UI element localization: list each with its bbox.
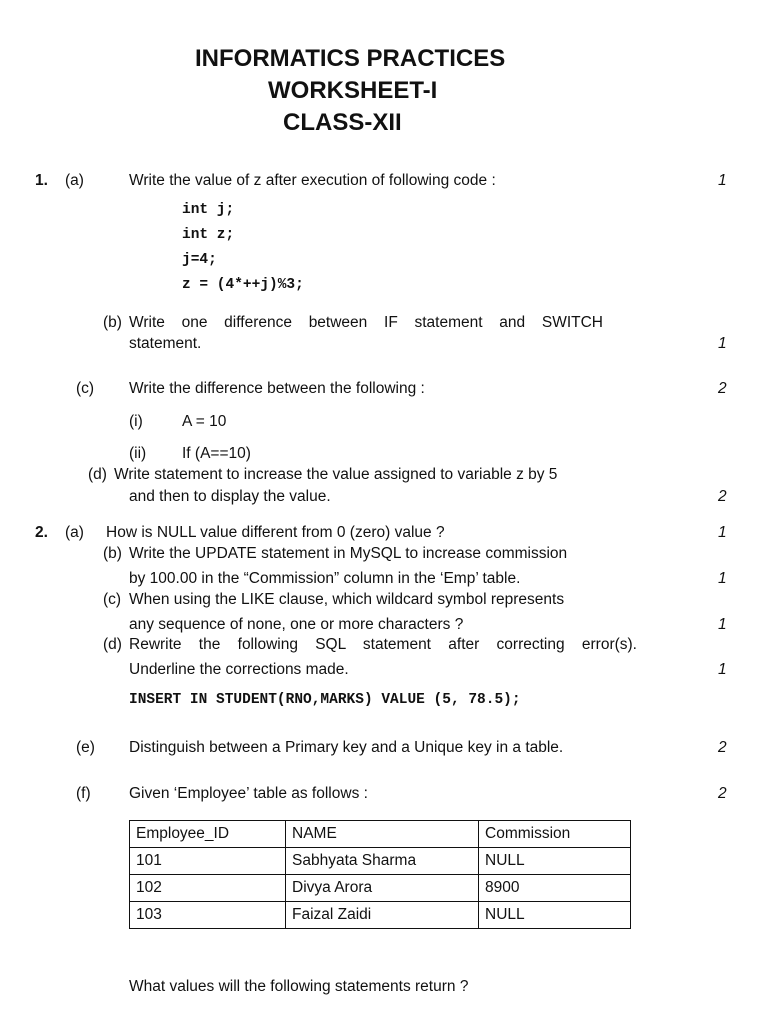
table-cell: 103 bbox=[130, 902, 286, 929]
table-cell: Divya Arora bbox=[286, 875, 479, 902]
q2e-text: Distinguish between a Primary key and a Unique key in a table. bbox=[129, 739, 564, 756]
q1a-code-line-1: int j; bbox=[182, 202, 235, 218]
q2b-marks: 1 bbox=[718, 570, 727, 587]
table-header-row bbox=[130, 821, 631, 848]
q2a-label: (a) bbox=[65, 524, 84, 541]
q1c-marks: 2 bbox=[718, 380, 727, 397]
q1a-code-line-3: j=4; bbox=[182, 252, 217, 268]
table-cell: 8900 bbox=[479, 875, 631, 902]
q2d-label: (d) bbox=[103, 636, 122, 653]
q2b-text-line-1: Write the UPDATE statement in MySQL to increase commission bbox=[129, 545, 568, 562]
q1d-text-line-1: Write statement to increase the value assigned to variable z by 5 bbox=[114, 466, 558, 483]
q2f-marks: 2 bbox=[718, 785, 727, 802]
q1d-text-line-2: and then to display the value. bbox=[129, 488, 331, 505]
table-cell: 101 bbox=[130, 848, 286, 875]
question-2-number: 2. bbox=[35, 524, 48, 541]
q1b-text-line-1: Write one difference between IF statement and SWITCH bbox=[129, 314, 603, 331]
q2f-followup-question: What values will the following statements return ? bbox=[129, 978, 469, 995]
q2f-label: (f) bbox=[76, 785, 91, 802]
q1c-ii-label: (ii) bbox=[129, 445, 147, 462]
q1b-text-line-2: statement. bbox=[129, 335, 202, 352]
q2e-marks: 2 bbox=[718, 739, 727, 756]
table-row bbox=[130, 902, 631, 929]
table-row bbox=[130, 848, 631, 875]
q2d-text-line-2: Underline the corrections made. bbox=[129, 661, 349, 678]
q2b-label: (b) bbox=[103, 545, 122, 562]
q2c-label: (c) bbox=[103, 591, 122, 608]
table-header-cell: Employee_ID bbox=[130, 821, 286, 848]
table-header-cell: Commission bbox=[479, 821, 631, 848]
q1a-code-line-4: z = (4*++j)%3; bbox=[182, 277, 304, 293]
table-cell: Faizal Zaidi bbox=[286, 902, 479, 929]
q1a-label: (a) bbox=[65, 172, 84, 189]
q2d-text-line-1: Rewrite the following SQL statement after correcting error(s). bbox=[129, 636, 637, 653]
q1a-code-line-2: int z; bbox=[182, 227, 235, 243]
q1d-marks: 2 bbox=[718, 488, 727, 505]
table-cell: 102 bbox=[130, 875, 286, 902]
question-1-number: 1. bbox=[35, 172, 48, 189]
table-row bbox=[130, 875, 631, 902]
q2c-marks: 1 bbox=[718, 616, 727, 633]
q1c-i-text: A = 10 bbox=[182, 413, 227, 430]
employee-table bbox=[129, 820, 631, 929]
q1b-label: (b) bbox=[103, 314, 122, 331]
q2b-text-line-2: by 100.00 in the “Commission” column in the ‘Emp’ table. bbox=[129, 570, 521, 587]
q1c-text: Write the difference between the following : bbox=[129, 380, 425, 397]
q1d-label: (d) bbox=[88, 466, 107, 483]
q1c-label: (c) bbox=[76, 380, 95, 397]
q1c-i-label: (i) bbox=[129, 413, 143, 430]
worksheet-number-title: WORKSHEET-I bbox=[268, 77, 438, 104]
table-cell: NULL bbox=[479, 902, 631, 929]
table-cell: Sabhyata Sharma bbox=[286, 848, 479, 875]
q2c-text-line-1: When using the LIKE clause, which wildcard symbol represents bbox=[129, 591, 565, 608]
q2a-marks: 1 bbox=[718, 524, 727, 541]
q1a-marks: 1 bbox=[718, 172, 727, 189]
worksheet-class-title: CLASS-XII bbox=[283, 109, 402, 136]
q2c-text-line-2: any sequence of none, one or more characters ? bbox=[129, 616, 464, 633]
q2d-sql-statement: INSERT IN STUDENT(RNO,MARKS) VALUE (5, 78.5); bbox=[129, 692, 521, 708]
q2e-label: (e) bbox=[76, 739, 95, 756]
q2d-marks: 1 bbox=[718, 661, 727, 678]
table-cell: NULL bbox=[479, 848, 631, 875]
q2f-text: Given ‘Employee’ table as follows : bbox=[129, 785, 368, 802]
worksheet-subject-title: INFORMATICS PRACTICES bbox=[195, 45, 506, 72]
table-header-cell: NAME bbox=[286, 821, 479, 848]
q1c-ii-text: If (A==10) bbox=[182, 445, 251, 462]
q1b-marks: 1 bbox=[718, 335, 727, 352]
q2a-text: How is NULL value different from 0 (zero) value ? bbox=[106, 524, 445, 541]
q1a-text: Write the value of z after execution of following code : bbox=[129, 172, 496, 189]
